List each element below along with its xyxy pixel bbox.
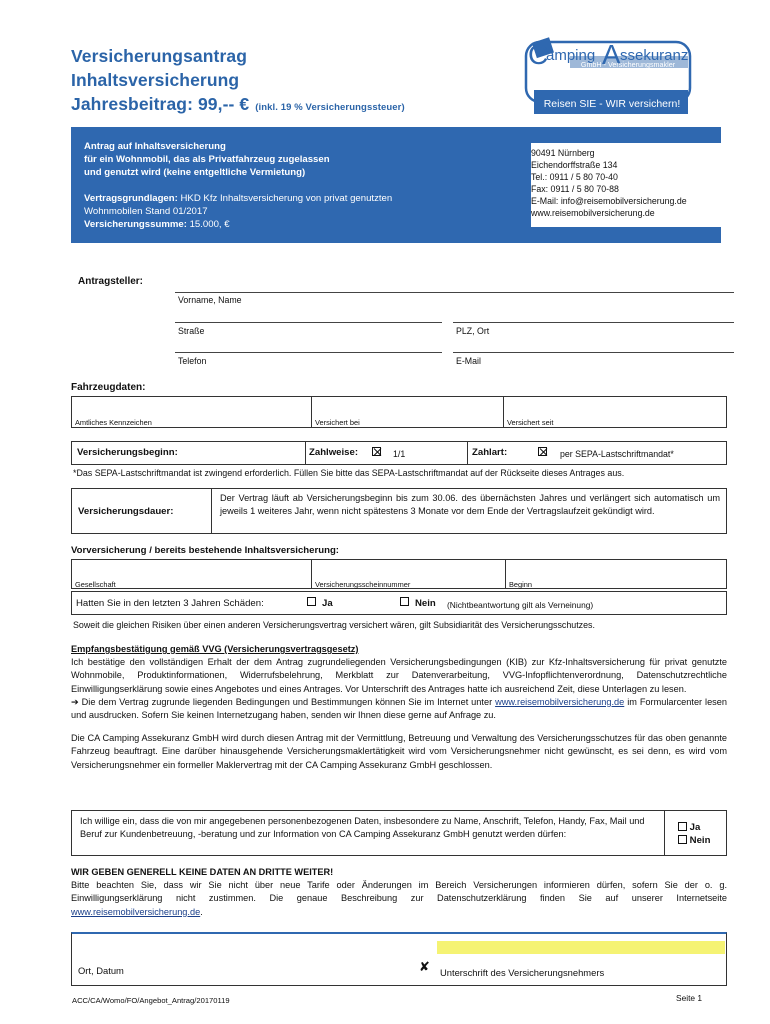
- place-date-field[interactable]: Ort, Datum: [78, 965, 124, 976]
- consent-no-option[interactable]: [678, 835, 710, 846]
- receipt-text: Ich bestätige den vollständigen Erhalt der dem Antrag zugrundeliegenden Versicherungsbedingungen (KIB) zur Kfz-Inhaltsversicherung für privat genutzte Wohnmobile, Produktinformationen, Widerrufsbelehrung, Merkblatt zur Datenverarbeitung, VVG-Infopflichtenverordnung, Datenschutzrechtliche Einwilligungserklärung sowie eines Angebotes und eines Antrages. Vor Unterschrift des Antrages hatte ich ausreichend Zeit, diese Unterlagen zu lesen.: [71, 657, 727, 694]
- product-info-box: [71, 127, 721, 243]
- sepa-note: *Das SEPA-Lastschriftmandat ist zwingend erforderlich. Füllen Sie bitte das SEPA-Lastschriftmandat auf der Rückseite dieses Antrages aus.: [73, 468, 625, 478]
- payment-method-label: Zahlart:: [472, 447, 508, 458]
- signature-marker-icon: ✘: [419, 959, 430, 974]
- privacy-heading: WIR GEBEN GENERELL KEINE DATEN AN DRITTE WEITER!: [71, 867, 334, 877]
- consent-no-label: Nein: [689, 835, 711, 846]
- address-phone: Tel.: 0911 / 5 80 70-40: [531, 172, 618, 182]
- arrow-right-icon: ➔: [71, 696, 79, 707]
- begin-field[interactable]: Beginn: [509, 580, 533, 589]
- broker-text: Die CA Camping Assekuranz GmbH wird durch diesen Antrag mit der Vermittlung, Betreuung und Verwaltung des Versicherungsschutzes für das oben genannte Fahrzeug beauftragt. Eine darüber hinausgehende Versicherungsmaklertätigkeit wird vom Versicherungsnehmer nicht gewünscht, es sei denn, es wird vom Versicherungsnehmer ein formeller Maklervertrag mit der CA Camping Assekuranz GmbH geschlossen.: [71, 733, 727, 770]
- damage-no-checkbox[interactable]: [400, 597, 409, 608]
- subsidiarity-note: Soweit die gleichen Risiken über einen anderen Versicherungsvertrag versichert wären, gilt Subsidiarität des Versicherungsschutzes.: [73, 620, 595, 630]
- street-label: Straße: [178, 326, 205, 336]
- checkbox-icon: [678, 822, 687, 831]
- contract-basis-text-2: Wohnmobilen Stand 01/2017: [84, 205, 208, 217]
- duration-divider: [211, 488, 212, 534]
- payment-method-value: per SEPA-Lastschriftmandat*: [560, 449, 674, 459]
- privacy-link[interactable]: www.reisemobilversicherung.de: [71, 906, 201, 917]
- contract-basis: [84, 192, 444, 205]
- conditions-link[interactable]: www.reisemobilversicherung.de: [495, 696, 625, 707]
- checked-icon: [538, 447, 547, 456]
- checkbox-icon: [307, 597, 316, 606]
- insured-since-field[interactable]: Versichert seit: [507, 418, 554, 427]
- address-city: 90491 Nürnberg: [531, 148, 595, 158]
- privacy-section: [71, 866, 727, 919]
- privacy-text-block: [71, 879, 727, 919]
- receipt-section: [71, 643, 727, 772]
- prior-divider-1: [311, 559, 312, 589]
- title-line-1: Versicherungsantrag: [71, 46, 247, 66]
- annual-premium: Jahresbeitrag: 99,-- €: [71, 94, 250, 114]
- consent-yes-option[interactable]: [678, 822, 700, 833]
- tax-note: (inkl. 19 % Versicherungssteuer): [255, 102, 405, 113]
- title-line-3: [71, 94, 405, 115]
- logo-letter-a: A: [602, 39, 621, 70]
- logo-letter-c: C: [528, 39, 549, 70]
- phone-line[interactable]: [175, 352, 442, 353]
- insured-sum-value: 15.000, €: [189, 219, 230, 231]
- vehicle-data-table: [71, 396, 727, 428]
- payment-frequency-checkbox[interactable]: [372, 447, 381, 458]
- privacy-text: Bitte beachten Sie, dass wir Sie nicht über neue Tarife oder Änderungen im Bereich Versicherungen informieren dürfen, sofern Sie der o. g. Einwilligungserklärung nicht zustimmen. Die genaue Beschreibung zur Datenschutzerklärung finden Sie auf unserer Internetseite: [71, 880, 727, 904]
- arrow-text-before: Die dem Vertrag zugrunde liegenden Bedingungen und Bestimmungen können Sie im Internet unter: [81, 696, 493, 707]
- logo-slogan: Reisen SIE - WIR versichern!: [543, 98, 681, 110]
- payment-frequency-label: Zahlweise:: [309, 447, 359, 458]
- logo-subline: GmbH - Versicherungsmakler: [580, 60, 676, 69]
- info-line-2: für ein Wohnmobil, das als Privatfahrzeug zugelassen: [84, 154, 330, 166]
- insured-sum-label: Versicherungssumme:: [84, 219, 187, 231]
- logo-brand-part2: ssekuranz: [620, 47, 689, 64]
- name-line[interactable]: [175, 292, 734, 293]
- consent-divider: [664, 810, 665, 856]
- prior-insurance-heading: Vorversicherung / bereits bestehende Inhaltsversicherung:: [71, 545, 339, 556]
- consent-text: Ich willige ein, dass die von mir angegebenen personenbezogenen Daten, insbesondere zu Name, Anschrift, Telefon, Handy, Fax, Mail und Beruf zur Kundenbetreuung, -beratung und zur Information von CA Camping Assekuranz GmbH genutzt werden dürfen:: [80, 816, 645, 840]
- address-street: Eichendorffstraße 134: [531, 160, 618, 170]
- payment-frequency-value: 1/1: [393, 449, 406, 459]
- company-address: [531, 143, 721, 227]
- info-line-1: Antrag auf Inhaltsversicherung: [84, 141, 226, 152]
- signature-highlight[interactable]: [437, 941, 725, 954]
- name-label: Vorname, Name: [178, 295, 242, 305]
- no-answer-note: (Nichtbeantwortung gilt als Verneinung): [447, 600, 594, 610]
- address-email: E-Mail: info@reisemobilversicherung.de: [531, 196, 687, 206]
- insurance-duration-label: Versicherungsdauer:: [78, 506, 174, 517]
- signature-label: Unterschrift des Versicherungsnehmers: [440, 967, 605, 978]
- insurance-start-label: Versicherungsbeginn:: [77, 447, 178, 458]
- checkbox-icon: [678, 835, 687, 844]
- email-label: E-Mail: [456, 356, 481, 366]
- address-web: www.reisemobilversicherung.de: [531, 208, 655, 218]
- contract-basis-text: HKD Kfz Inhaltsversicherung von privat genutzten: [180, 192, 393, 204]
- zip-city-label: PLZ, Ort: [456, 326, 490, 336]
- checked-icon: [372, 447, 381, 456]
- page-number: Seite 1: [676, 993, 703, 1003]
- checkbox-icon: [400, 597, 409, 606]
- arrow-paragraph: [71, 696, 727, 722]
- applicant-heading: Antragsteller:: [78, 276, 144, 287]
- damage-yes-label: Ja: [322, 598, 333, 609]
- prior-divider-2: [505, 559, 506, 589]
- phone-label: Telefon: [178, 356, 207, 366]
- privacy-link-after: .: [200, 906, 203, 917]
- damage-yes-checkbox[interactable]: [307, 597, 316, 608]
- plate-field[interactable]: Amtliches Kennzeichen: [75, 418, 152, 427]
- start-divider-1: [305, 441, 306, 465]
- policy-number-field[interactable]: Versicherungsscheinnummer: [315, 580, 411, 589]
- camping-assekuranz-logo: [524, 28, 694, 116]
- arrow-text-after: im Formularcenter lesen und ausdrucken. Sofern Sie keinen Internetzugang haben, senden wir Ihnen diese gerne auf Anfrage zu.: [71, 696, 727, 721]
- insured-sum: [84, 218, 444, 231]
- vehicle-divider-1: [311, 396, 312, 428]
- receipt-heading: Empfangsbestätigung gemäß VVG (Versicherungsvertragsgesetz): [71, 644, 359, 654]
- damage-no-label: Nein: [415, 598, 436, 609]
- damage-question: Hatten Sie in den letzten 3 Jahren Schäden:: [76, 598, 264, 609]
- duration-text: Der Vertrag läuft ab Versicherungsbeginn bis zum 30.06. des übernächsten Jahres und verlängert sich automatisch um jeweils 1 weiteres Jahr, wenn nicht spätestens 3 Monate vor dem Ende der Vertragslaufzeit gekündigt wird.: [220, 493, 720, 517]
- insured-at-field[interactable]: Versichert bei: [315, 418, 360, 427]
- start-divider-2: [467, 441, 468, 465]
- payment-method-checkbox[interactable]: [538, 447, 547, 458]
- logo-brand-part1: amping: [546, 47, 596, 64]
- vehicle-heading: Fahrzeugdaten:: [71, 382, 146, 393]
- address-fax: Fax: 0911 / 5 80 70-88: [531, 184, 619, 194]
- vehicle-divider-2: [503, 396, 504, 428]
- zip-city-line[interactable]: [453, 322, 734, 323]
- email-line[interactable]: [453, 352, 734, 353]
- company-field[interactable]: Gesellschaft: [75, 580, 116, 589]
- title-line-2: Inhaltsversicherung: [71, 70, 240, 90]
- street-line[interactable]: [175, 322, 442, 323]
- product-info-text: [84, 140, 444, 231]
- consent-yes-label: Ja: [689, 822, 701, 833]
- info-line-3: und genutzt wird (keine entgeltliche Vermietung): [84, 167, 306, 179]
- contract-basis-label: Vertragsgrundlagen:: [84, 192, 178, 204]
- document-code: ACC/CA/Womo/FO/Angebot_Antrag/20170119: [72, 996, 230, 1005]
